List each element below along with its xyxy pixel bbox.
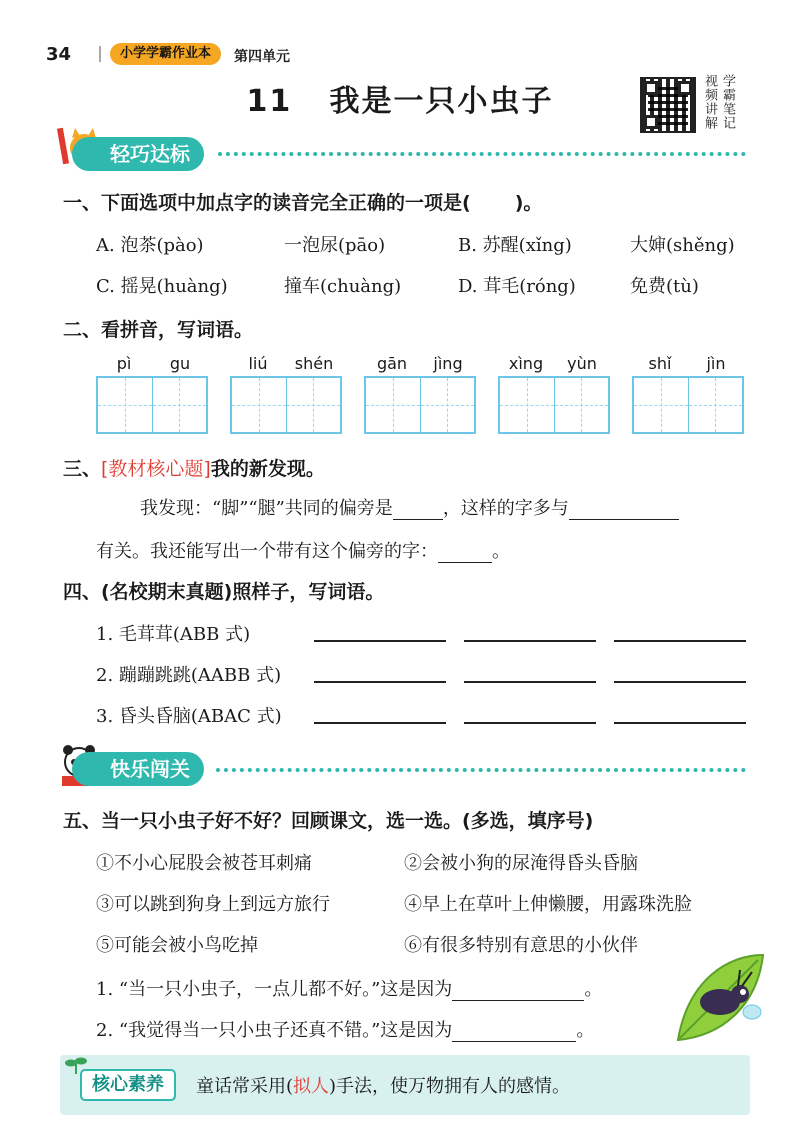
unit-label: 第四单元 [234,49,290,65]
writing-grid[interactable] [632,376,744,434]
core-literacy-text: 童话常采用(拟人)手法，使万物拥有人的感情。 [196,1076,571,1097]
pinyin-label: yùn [567,354,597,373]
answer-blank[interactable] [452,1020,576,1042]
section-banner-easy: 轻巧达标 [72,137,204,171]
pinyin-label: jìn [706,354,726,373]
option-b1: B. 苏醒(xǐng) [458,235,572,256]
dotted-divider [218,152,746,156]
choice-6: ⑥有很多特别有意思的小伙伴 [404,935,638,956]
writing-grid[interactable] [96,376,208,434]
dotted-divider [216,768,746,772]
pinyin-label: xìng [508,354,544,373]
option-a2: 一泡尿(pāo) [284,235,386,256]
answer-line[interactable] [614,681,746,683]
pinyin-label: gān [376,354,408,373]
choice-1: ①不小心屁股会被苍耳刺痛 [96,853,312,874]
choice-5: ⑤可能会被小鸟吃掉 [96,935,258,956]
core-question-tag: [教材核心题] [101,458,211,480]
answer-line[interactable] [314,681,446,683]
answer-blank[interactable] [393,498,443,520]
pinyin-label: liú [248,354,268,373]
qr-code-icon[interactable] [640,77,696,133]
answer-blank[interactable] [452,979,584,1001]
question-4-stem: 四、(名校期末真题)照样子，写词语。 [63,581,385,603]
core-literacy-tag: 核心素养 [80,1069,176,1101]
question-3-stem: 三、[教材核心题]我的新发现。 [63,458,325,480]
section-banner-fun: 快乐闯关 [72,752,204,786]
answer-blank[interactable] [438,541,492,563]
series-badge: 小学学霸作业本 [110,43,221,65]
qr-caption-study-notes: 学霸笔记 [720,74,735,130]
question-5-stem: 五、当一只小虫子好不好？回顾课文，选一选。(多选，填序号) [63,810,594,832]
answer-line[interactable] [314,640,446,642]
choice-3: ③可以跳到狗身上到远方旅行 [96,894,330,915]
question-3-line-2: 有关。我还能写出一个带有这个偏旁的字： 。 [96,541,510,562]
q4-item-3: 3. 昏头昏脑(ABAC 式) [96,706,282,727]
writing-grid[interactable] [364,376,476,434]
option-b2: 大婶(shěng) [630,235,735,256]
pinyin-label: pì [116,354,132,373]
option-a1: A. 泡茶(pào) [96,235,204,256]
q5-sub-2: 2. “我觉得当一只小虫子还真不错。”这是因为 。 [96,1020,595,1041]
pinyin-label: jìng [433,354,463,373]
answer-line[interactable] [614,722,746,724]
qr-caption-video: 视频讲解 [702,74,717,130]
question-3-line-1: 我发现：“脚”“腿”共同的偏旁是 ，这样的字多与 [140,494,679,520]
page-number: 34 [46,44,72,65]
answer-line[interactable] [464,681,596,683]
option-d1: D. 茸毛(róng) [458,276,576,297]
pinyin-label: shén [294,354,334,373]
q4-item-2: 2. 蹦蹦跳跳(AABB 式) [96,665,282,686]
option-c1: C. 摇晃(huàng) [96,276,228,297]
option-c2: 撞车(chuàng) [284,276,402,297]
answer-blank[interactable] [569,498,679,520]
pinyin-label: shǐ [648,354,672,373]
answer-line[interactable] [314,722,446,724]
q4-item-1: 1. 毛茸茸(ABB 式) [96,624,251,645]
option-d2: 免费(tù) [630,276,699,297]
writing-grid[interactable] [498,376,610,434]
question-2-stem: 二、看拼音，写词语。 [63,319,254,341]
choice-2: ②会被小狗的尿淹得昏头昏脑 [404,853,638,874]
answer-line[interactable] [614,640,746,642]
bug-on-leaf-icon [668,950,768,1045]
answer-line[interactable] [464,640,596,642]
q5-sub-1: 1. “当一只小虫子，一点儿都不好。”这是因为 。 [96,979,603,1000]
answer-line[interactable] [464,722,596,724]
choice-4: ④早上在草叶上伸懒腰，用露珠洗脸 [404,894,692,915]
divider [99,46,101,62]
pinyin-label: gu [169,354,191,373]
question-1-stem: 一、下面选项中加点字的读音完全正确的一项是( )。 [63,192,543,214]
writing-grid[interactable] [230,376,342,434]
lesson-number: 11 [246,84,293,119]
lesson-title: 我是一只小虫子 [329,84,554,119]
